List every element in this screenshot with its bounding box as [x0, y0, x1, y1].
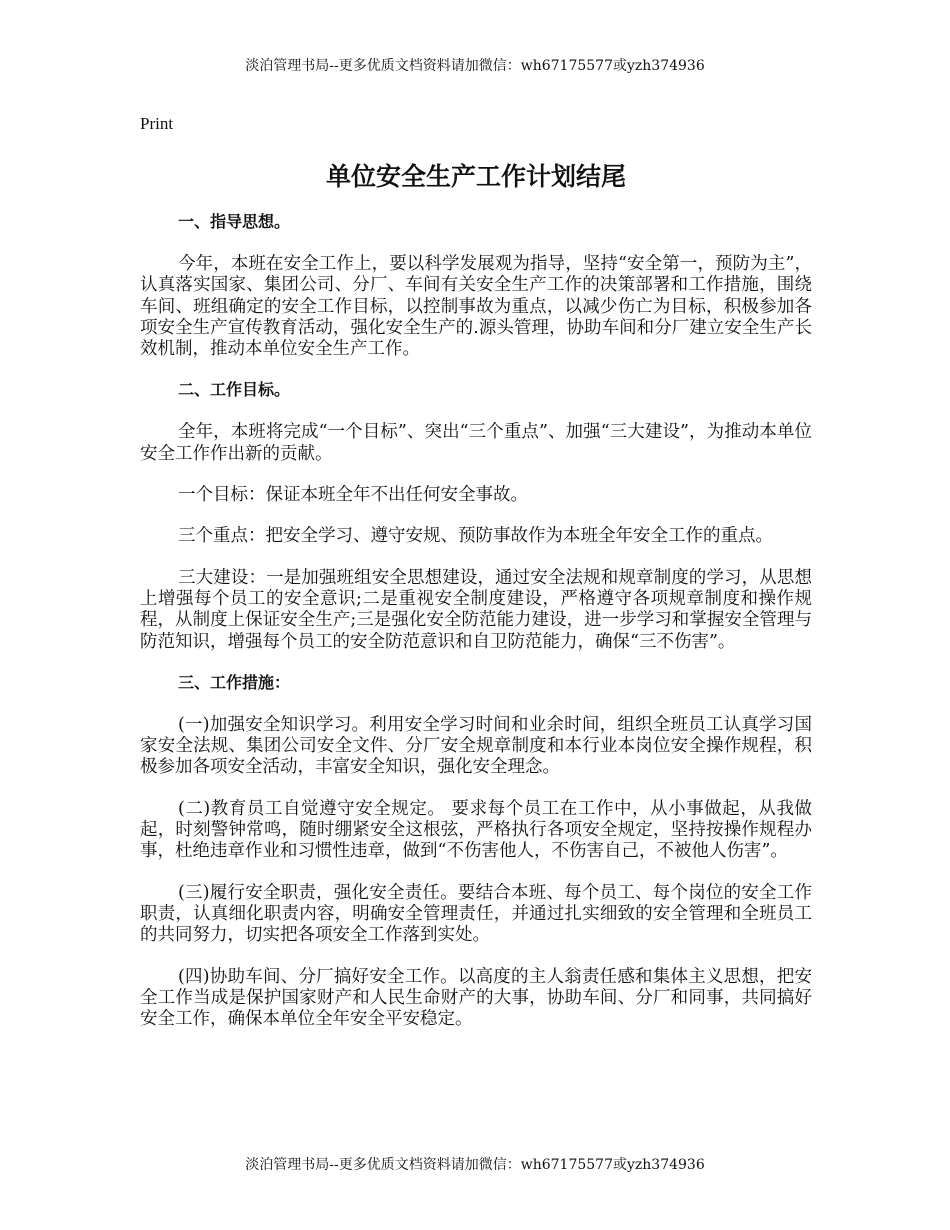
- paragraph: (一)加强安全知识学习。利用安全学习时间和业余时间，组织全班员工认真学习国家安全法规、集团公司安全文件、分厂安全规章制度和本行业本岗位安全操作规程，积极参加各项安全活动，丰富安全知识，强化安全理念。: [140, 714, 812, 778]
- paragraph: 一个目标：保证本班全年不出任何安全事故。: [178, 485, 528, 506]
- document-body: [140, 160, 812, 1050]
- page-header: 淡泊管理书局--更多优质文档资料请加微信：wh67175577或yzh374936: [245, 58, 705, 74]
- page-footer: 淡泊管理书局--更多优质文档资料请加微信：wh67175577或yzh374936: [245, 1157, 705, 1173]
- paragraph: 三个重点：把安全学习、遵守安规、预防事故作为本班全年安全工作的重点。: [178, 526, 773, 547]
- paragraph: 三大建设：一是加强班组安全思想建设，通过安全法规和规章制度的学习，从思想上增强每个员工的安全意识;二是重视安全制度建设，严格遵守各项规章制度和操作规程，从制度上保证安全生产;三是强化安全防范能力建设，进一步学习和掌握安全管理与防范知识，增强每个员工的安全防范意识和自卫防范能力，确保“三不伤害”。: [140, 567, 812, 652]
- paragraph: (三)履行安全职责，强化安全责任。要结合本班、每个员工、每个岗位的安全工作职责，认真细化职责内容，明确安全管理责任，并通过扎实细致的安全管理和全班员工的共同努力，切实把各项安全工作落到实处。: [140, 882, 812, 946]
- section-heading-guiding-ideology: 一、指导思想。: [178, 212, 291, 231]
- paragraph: (二)教育员工自觉遵守安全规定。 要求每个员工在工作中，从小事做起，从我做起，时刻警钟常鸣，随时绷紧安全这根弦，严格执行各项安全规定，坚持按操作规程办事，杜绝违章作业和习惯性违章，做到“不伤害他人，不伤害自己，不被他人伤害”。: [140, 798, 812, 862]
- print-label: Print: [140, 114, 174, 133]
- section-heading-work-goals: 二、工作目标。: [178, 380, 291, 400]
- paragraph: 今年，本班在安全工作上，要以科学发展观为指导，坚持“安全第一，预防为主”，认真落实国家、集团公司、分厂、车间有关安全生产工作的决策部署和工作措施，围绕车间、班组确定的安全工作目标，以控制事故为重点，以减少伤亡为目标，积极参加各项安全生产宣传教育活动，强化安全生产的.源头管理，协助车间和分厂建立安全生产长效机制，推动本单位安全生产工作。: [140, 254, 812, 360]
- section-heading-work-measures: 三、工作措施：: [178, 672, 291, 692]
- document-title: 单位安全生产工作计划结尾: [325, 162, 626, 191]
- paragraph: 全年，本班将完成“一个目标”、突出“三个重点”、加强“三大建设”，为推动本单位安全工作作出新的贡献。: [140, 422, 812, 464]
- paragraph: (四)协助车间、分厂搞好安全工作。以高度的主人翁责任感和集体主义思想，把安全工作当成是保护国家财产和人民生命财产的大事，协助车间、分厂和同事，共同搞好安全工作，确保本单位全年安全平安稳定。: [140, 966, 812, 1030]
